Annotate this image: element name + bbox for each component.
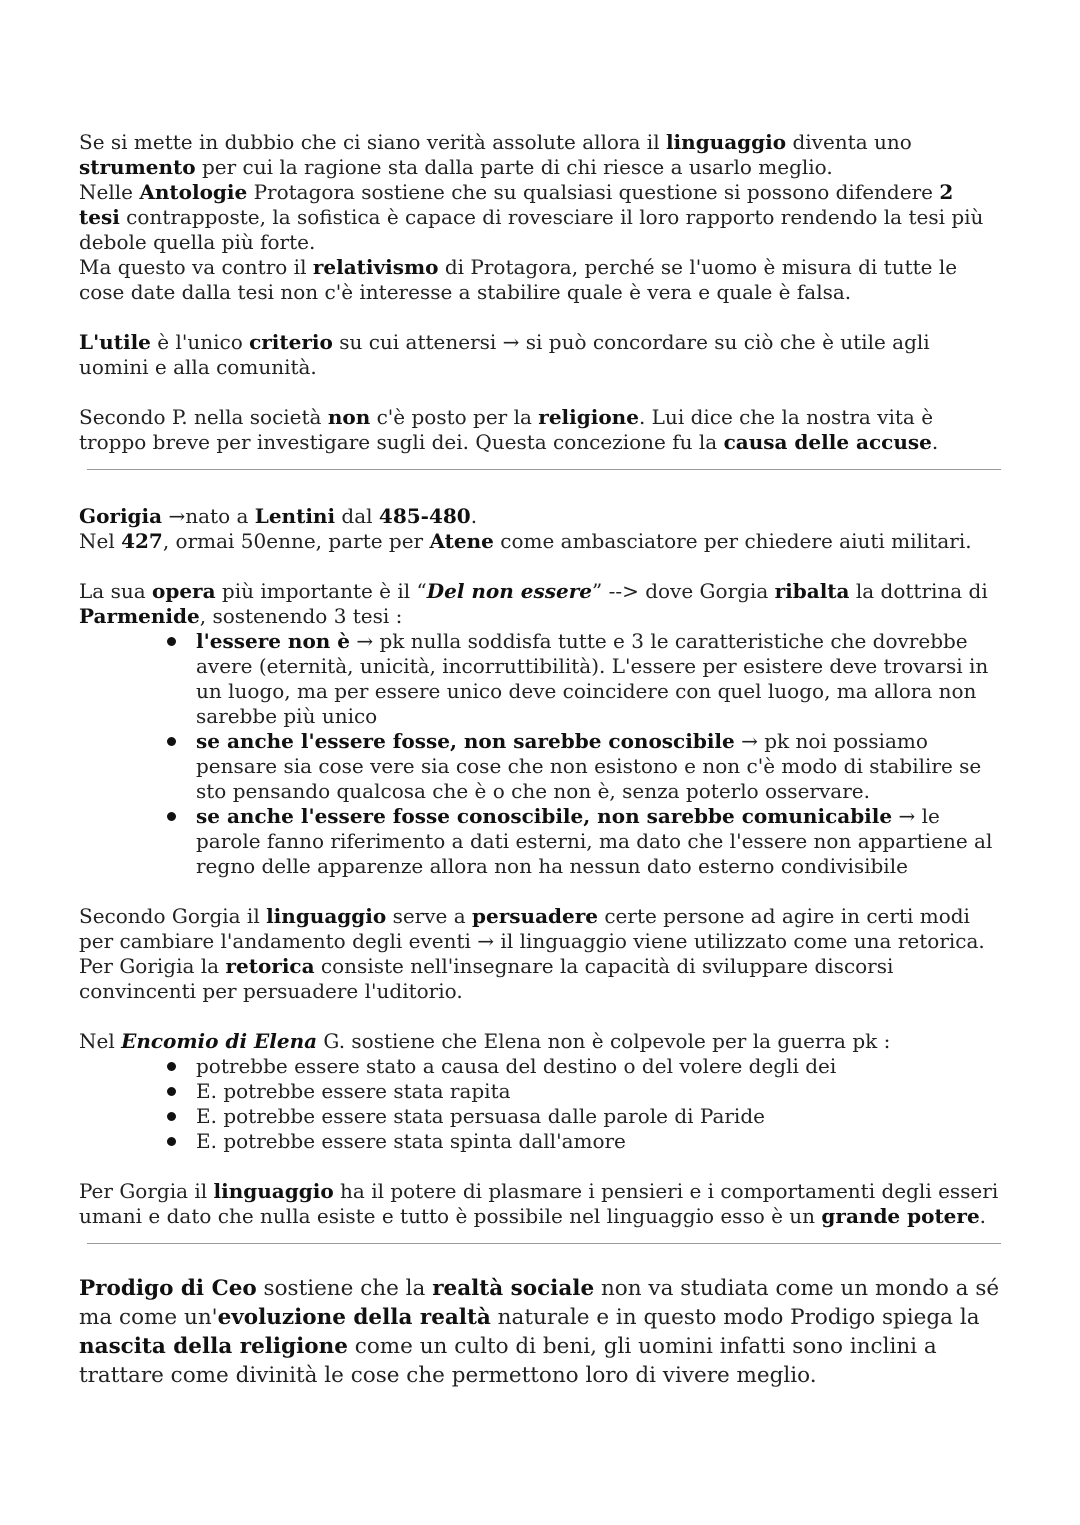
paragraph-gorgia-atene: Nel 427, ormai 50enne, parte per Atene come ambasciatore per chiedere aiuti militari. bbox=[79, 529, 972, 553]
paragraph-utile: L'utile è l'unico criterio su cui attenersi → si può concordare su ciò che è utile agli uomini e alla comunità. bbox=[79, 330, 930, 379]
spacer bbox=[79, 305, 1001, 330]
bullet-icon bbox=[167, 1137, 176, 1146]
spacer bbox=[79, 879, 1001, 904]
spacer bbox=[79, 554, 1001, 579]
spacer bbox=[79, 1244, 1001, 1274]
spacer bbox=[79, 380, 1001, 405]
bullet-icon bbox=[167, 1062, 176, 1071]
paragraph-retorica: Per Gorigia la retorica consiste nell'insegnare la capacità di sviluppare discorsi convincenti per persuadere l'uditorio. bbox=[79, 954, 894, 1003]
document-page bbox=[79, 130, 1001, 1390]
list-item: E. potrebbe essere stata persuasa dalle parole di Paride bbox=[79, 1104, 1001, 1129]
paragraph-del-non-essere: La sua opera più importante è il “Del non essere” --> dove Gorgia ribalta la dottrina di Parmenide, sostenendo 3 tesi : bbox=[79, 579, 988, 628]
list-item: E. potrebbe essere stata spinta dall'amore bbox=[79, 1129, 1001, 1154]
bullet-icon bbox=[167, 1112, 176, 1121]
list-item: se anche l'essere fosse conoscibile, non sarebbe comunicabile → le parole fanno riferimento a dati esterni, ma dato che l'essere non appartiene al regno delle apparenze allora non ha nessun dato esterno condivisibile bbox=[79, 804, 1001, 879]
list-item: l'essere non è → pk nulla soddisfa tutte e 3 le caratteristiche che dovrebbe avere (eternità, unicità, incorruttibilità). L'essere per esistere deve trovarsi in un luogo, ma per essere unico deve coincidere con quel luogo, ma allora non sarebbe più unico bbox=[79, 629, 1001, 729]
bullet-icon bbox=[167, 1087, 176, 1096]
list-item: se anche l'essere fosse, non sarebbe conoscibile → pk noi possiamo pensare sia cose vere sia cose che non esistono e non c'è modo di stabilire se sto pensando qualcosa che è o che non è, senza poterlo osservare. bbox=[79, 729, 1001, 804]
paragraph-antologie: Nelle Antologie Protagora sostiene che su qualsiasi questione si possono difendere 2 tesi contrapposte, la sofistica è capace di rovesciare il loro rapporto rendendo la tesi più debole quella più forte. bbox=[79, 180, 984, 254]
bullet-icon bbox=[167, 812, 176, 821]
paragraph-relativismo: Ma questo va contro il relativismo di Protagora, perché se l'uomo è misura di tutte le cose date dalla tesi non c'è interesse a stabilire quale è vera e quale è falsa. bbox=[79, 255, 958, 304]
bullet-icon bbox=[167, 637, 176, 646]
list-item: E. potrebbe essere stata rapita bbox=[79, 1079, 1001, 1104]
elena-list bbox=[79, 1054, 1001, 1154]
paragraph-linguaggio-strumento: Se si mette in dubbio che ci siano verità assolute allora il linguaggio diventa uno strumento per cui la ragione sta dalla parte di chi riesce a usarlo meglio. bbox=[79, 130, 912, 179]
list-item: potrebbe essere stato a causa del destino o del volere degli dei bbox=[79, 1054, 1001, 1079]
paragraph-encomio-elena: Nel Encomio di Elena G. sostiene che Elena non è colpevole per la guerra pk : bbox=[79, 1029, 891, 1053]
paragraph-persuadere: Secondo Gorgia il linguaggio serve a persuadere certe persone ad agire in certi modi per cambiare l'andamento degli eventi → il linguaggio viene utilizzato come una retorica. bbox=[79, 904, 985, 953]
paragraph-prodigo: Prodigo di Ceo sostiene che la realtà sociale non va studiata come un mondo a sé ma come un'evoluzione della realtà naturale e in questo modo Prodigo spiega la nascita della religione come un culto di beni, gli uomini infatti sono inclini a trattare come divinità le cose che permettono loro di vivere meglio. bbox=[79, 1276, 1000, 1388]
spacer bbox=[79, 1154, 1001, 1179]
paragraph-religione: Secondo P. nella società non c'è posto per la religione. Lui dice che la nostra vita è troppo breve per investigare sugli dei. Questa concezione fu la causa delle accuse. bbox=[79, 405, 939, 454]
bullet-icon bbox=[167, 737, 176, 746]
paragraph-gorgia-nascita: Gorigia →nato a Lentini dal 485-480. bbox=[79, 504, 478, 528]
spacer bbox=[79, 1004, 1001, 1029]
spacer bbox=[79, 470, 1001, 504]
paragraph-grande-potere: Per Gorgia il linguaggio ha il potere di plasmare i pensieri e i comportamenti degli esseri umani e dato che nulla esiste e tutto è possibile nel linguaggio esso è un grande potere. bbox=[79, 1179, 999, 1228]
tesi-list bbox=[79, 629, 1001, 879]
